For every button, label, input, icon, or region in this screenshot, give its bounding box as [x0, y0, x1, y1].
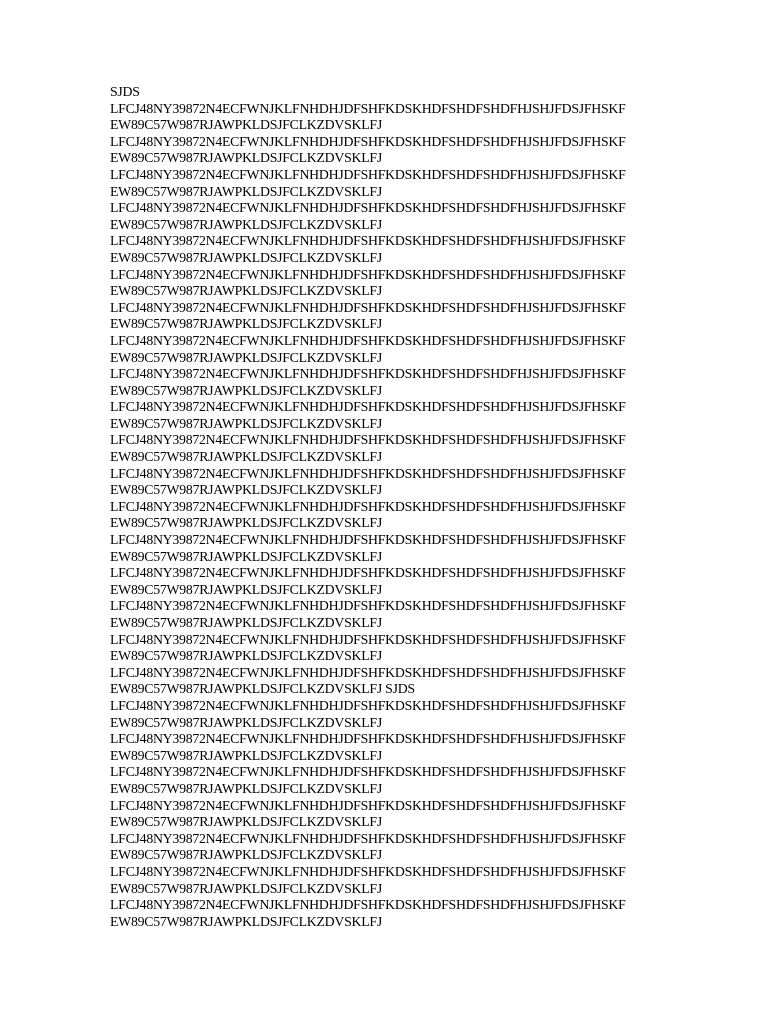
text-line: EW89C57W987RJAWPKLDSJFCLKZDVSKLFJ [110, 482, 382, 498]
text-line: LFCJ48NY39872N4ECFWNJKLFNHDHJDFSHFKDSKHDFSHDFSHDFHJSHJFDSJFHSKF [110, 332, 626, 348]
text-line: LFCJ48NY39872N4ECFWNJKLFNHDHJDFSHFKDSKHDFSHDFSHDFHJSHJFDSJFHSKF [110, 532, 626, 548]
text-line: EW89C57W987RJAWPKLDSJFCLKZDVSKLFJ [110, 216, 382, 232]
text-line: LFCJ48NY39872N4ECFWNJKLFNHDHJDFSHFKDSKHDFSHDFSHDFHJSHJFDSJFHSKF [110, 133, 626, 149]
text-line: EW89C57W987RJAWPKLDSJFCLKZDVSKLFJ [110, 913, 382, 929]
text-line: EW89C57W987RJAWPKLDSJFCLKZDVSKLFJ [110, 283, 382, 299]
text-line: EW89C57W987RJAWPKLDSJFCLKZDVSKLFJ [110, 581, 382, 597]
text-line: LFCJ48NY39872N4ECFWNJKLFNHDHJDFSHFKDSKHDFSHDFSHDFHJSHJFDSJFHSKF [110, 166, 626, 182]
text-line: LFCJ48NY39872N4ECFWNJKLFNHDHJDFSHFKDSKHDFSHDFSHDFHJSHJFDSJFHSKF [110, 830, 626, 846]
text-line: EW89C57W987RJAWPKLDSJFCLKZDVSKLFJ [110, 449, 382, 465]
text-line: LFCJ48NY39872N4ECFWNJKLFNHDHJDFSHFKDSKHDFSHDFSHDFHJSHJFDSJFHSKF [110, 764, 626, 780]
text-line: SJDS [110, 84, 140, 99]
text-line: EW89C57W987RJAWPKLDSJFCLKZDVSKLFJ [110, 117, 382, 133]
text-line: EW89C57W987RJAWPKLDSJFCLKZDVSKLFJ [110, 615, 382, 630]
text-line: EW89C57W987RJAWPKLDSJFCLKZDVSKLFJ [110, 150, 382, 166]
text-line: LFCJ48NY39872N4ECFWNJKLFNHDHJDFSHFKDSKHDFSHDFSHDFHJSHJFDSJFHSKF [110, 863, 626, 879]
text-line: EW89C57W987RJAWPKLDSJFCLKZDVSKLFJ [110, 316, 382, 332]
text-line: LFCJ48NY39872N4ECFWNJKLFNHDHJDFSHFKDSKHDFSHDFSHDFHJSHJFDSJFHSKF [110, 366, 626, 382]
text-line: EW89C57W987RJAWPKLDSJFCLKZDVSKLFJ [110, 747, 382, 763]
text-line: LFCJ48NY39872N4ECFWNJKLFNHDHJDFSHFKDSKHDFSHDFSHDFHJSHJFDSJFHSKF [110, 432, 626, 448]
text-line: LFCJ48NY39872N4ECFWNJKLFNHDHJDFSHFKDSKHDFSHDFSHDFHJSHJFDSJFHSKF [110, 631, 626, 647]
text-line: LFCJ48NY39872N4ECFWNJKLFNHDHJDFSHFKDSKHDFSHDFSHDFHJSHJFDSJFHSKF [110, 731, 626, 747]
text-line: EW89C57W987RJAWPKLDSJFCLKZDVSKLFJ [110, 382, 382, 398]
text-line: LFCJ48NY39872N4ECFWNJKLFNHDHJDFSHFKDSKHDFSHDFSHDFHJSHJFDSJFHSKF [110, 565, 626, 581]
text-line: EW89C57W987RJAWPKLDSJFCLKZDVSKLFJ [110, 183, 382, 199]
text-line: LFCJ48NY39872N4ECFWNJKLFNHDHJDFSHFKDSKHDFSHDFSHDFHJSHJFDSJFHSKF [110, 299, 626, 315]
text-line: EW89C57W987RJAWPKLDSJFCLKZDVSKLFJ [110, 714, 382, 730]
text-line: LFCJ48NY39872N4ECFWNJKLFNHDHJDFSHFKDSKHDFSHDFSHDFHJSHJFDSJFHSKF [110, 399, 626, 415]
text-line: LFCJ48NY39872N4ECFWNJKLFNHDHJDFSHFKDSKHDFSHDFSHDFHJSHJFDSJFHSKF [110, 100, 626, 116]
text-line: LFCJ48NY39872N4ECFWNJKLFNHDHJDFSHFKDSKHDFSHDFSHDFHJSHJFDSJFHSKF [110, 465, 626, 481]
text-line: EW89C57W987RJAWPKLDSJFCLKZDVSKLFJ [110, 880, 382, 896]
document-body-text [110, 84, 670, 930]
text-line: EW89C57W987RJAWPKLDSJFCLKZDVSKLFJ [110, 515, 382, 531]
text-line: EW89C57W987RJAWPKLDSJFCLKZDVSKLFJ [110, 249, 382, 265]
text-line: LFCJ48NY39872N4ECFWNJKLFNHDHJDFSHFKDSKHDFSHDFSHDFHJSHJFDSJFHSKF [110, 200, 626, 216]
text-line: LFCJ48NY39872N4ECFWNJKLFNHDHJDFSHFKDSKHDFSHDFSHDFHJSHJFDSJFHSKF [110, 897, 626, 913]
text-line: LFCJ48NY39872N4ECFWNJKLFNHDHJDFSHFKDSKHDFSHDFSHDFHJSHJFDSJFHSKF [110, 498, 626, 514]
text-line: LFCJ48NY39872N4ECFWNJKLFNHDHJDFSHFKDSKHDFSHDFSHDFHJSHJFDSJFHSKF [110, 233, 626, 249]
text-line: EW89C57W987RJAWPKLDSJFCLKZDVSKLFJ [110, 415, 382, 431]
text-line: EW89C57W987RJAWPKLDSJFCLKZDVSKLFJ [110, 349, 382, 365]
text-line: LFCJ48NY39872N4ECFWNJKLFNHDHJDFSHFKDSKHDFSHDFSHDFHJSHJFDSJFHSKF [110, 266, 626, 282]
text-line: EW89C57W987RJAWPKLDSJFCLKZDVSKLFJ [110, 548, 382, 564]
text-line: LFCJ48NY39872N4ECFWNJKLFNHDHJDFSHFKDSKHDFSHDFSHDFHJSHJFDSJFHSKF [110, 797, 626, 813]
text-line: LFCJ48NY39872N4ECFWNJKLFNHDHJDFSHFKDSKHDFSHDFSHDFHJSHJFDSJFHSKF [110, 697, 626, 713]
text-line: LFCJ48NY39872N4ECFWNJKLFNHDHJDFSHFKDSKHDFSHDFSHDFHJSHJFDSJFHSKF [110, 664, 626, 680]
text-line: LFCJ48NY39872N4ECFWNJKLFNHDHJDFSHFKDSKHDFSHDFSHDFHJSHJFDSJFHSKF [110, 598, 626, 614]
text-line: EW89C57W987RJAWPKLDSJFCLKZDVSKLFJ SJDS [110, 681, 415, 697]
text-line: EW89C57W987RJAWPKLDSJFCLKZDVSKLFJ [110, 648, 382, 664]
text-line: EW89C57W987RJAWPKLDSJFCLKZDVSKLFJ [110, 780, 382, 796]
text-line: EW89C57W987RJAWPKLDSJFCLKZDVSKLFJ [110, 847, 382, 863]
text-line: EW89C57W987RJAWPKLDSJFCLKZDVSKLFJ [110, 814, 382, 830]
